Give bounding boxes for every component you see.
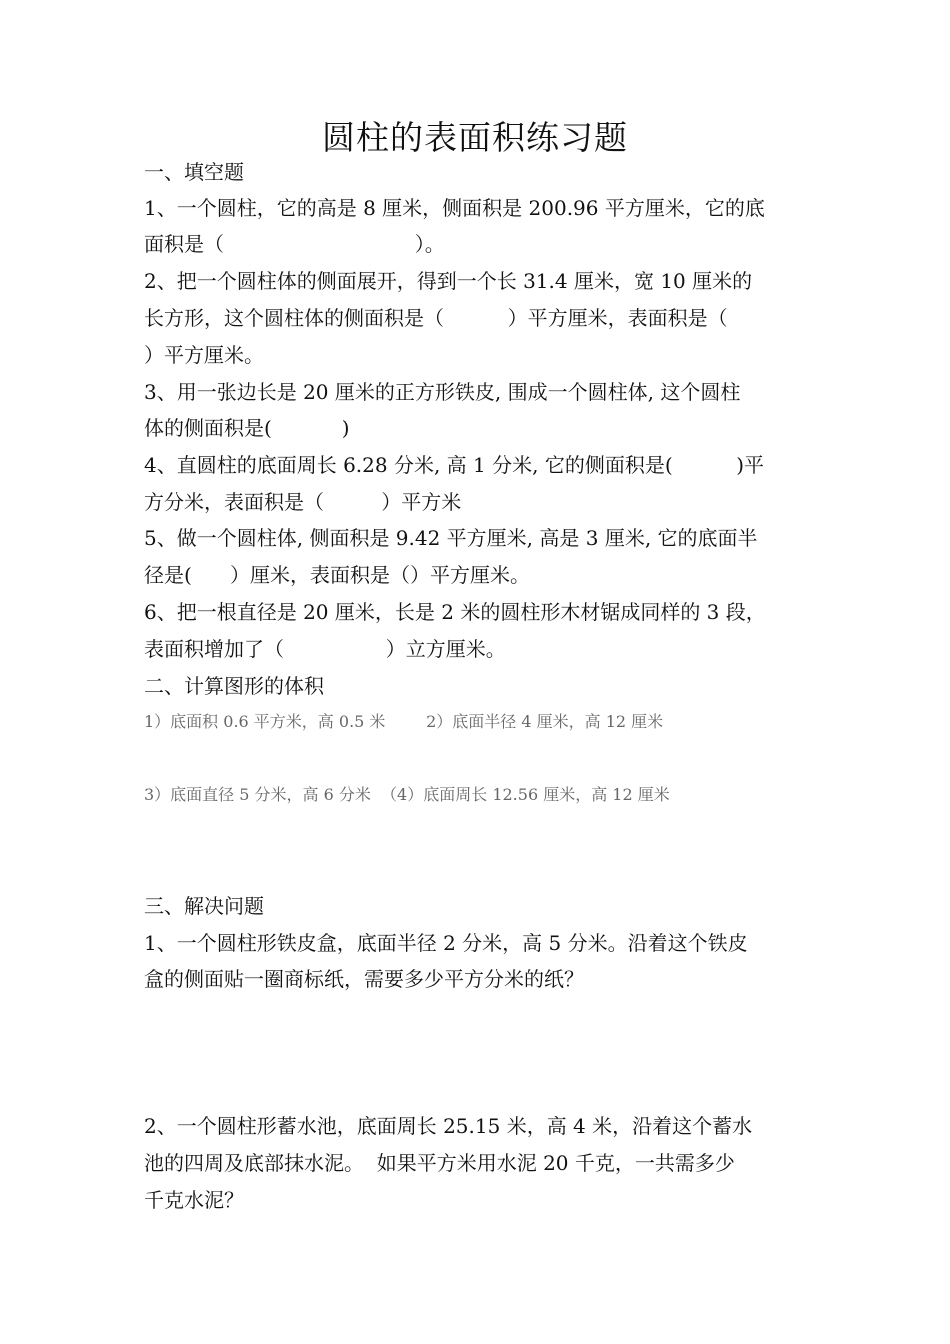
volume-problem-line: 1）底面积 0.6 平方米，高 0.5 米 2）底面半径 4 厘米，高 12 厘米 xyxy=(144,712,664,731)
volume-problem-line: 3）底面直径 5 分米，高 6 分米 （4）底面周长 12.56 厘米，高 12 厘米 xyxy=(144,785,670,804)
question-line: 3、用一张边长是 20 厘米的正方形铁皮, 围成一个圆柱体, 这个圆柱 xyxy=(144,380,741,404)
question-line: 5、做一个圆柱体, 侧面积是 9.42 平方厘米, 高是 3 厘米, 它的底面半 xyxy=(144,526,758,550)
word-problem-line: 千克水泥？ xyxy=(144,1188,244,1212)
page-title: 圆柱的表面积练习题 xyxy=(322,118,628,157)
word-problem-line: 2、一个圆柱形蓄水池，底面周长 25.15 米，高 4 米，沿着这个蓄水 xyxy=(144,1114,753,1138)
question-line: 径是( ）厘米，表面积是（）平方厘米。 xyxy=(144,563,530,587)
question-line: 面积是（ ）。 xyxy=(144,232,445,256)
question-line: 4、直圆柱的底面周长 6.28 分米, 高 1 分米, 它的侧面积是( )平 xyxy=(144,453,765,477)
question-line: 长方形，这个圆柱体的侧面积是（ ）平方厘米，表面积是（ xyxy=(144,306,728,330)
word-problem-line: 池的四周及底部抹水泥。 如果平方米用水泥 20 千克，一共需多少 xyxy=(144,1151,735,1175)
word-problem-line: 1、一个圆柱形铁皮盒，底面半径 2 分米，高 5 分米。沿着这个铁皮 xyxy=(144,931,748,955)
question-line: 1、一个圆柱，它的高是 8 厘米，侧面积是 200.96 平方厘米，它的底 xyxy=(144,196,765,220)
question-line: 6、把一根直径是 20 厘米，长是 2 米的圆柱形木材锯成同样的 3 段， xyxy=(144,600,766,624)
section-heading-word-problems: 三、解决问题 xyxy=(144,894,264,918)
question-line: 方分米，表面积是（ ）平方米 xyxy=(144,490,462,514)
question-line: 2、把一个圆柱体的侧面展开，得到一个长 31.4 厘米，宽 10 厘米的 xyxy=(144,269,753,293)
question-line: ）平方厘米。 xyxy=(144,343,264,367)
question-line: 体的侧面积是( ) xyxy=(144,416,350,440)
question-line: 表面积增加了（ ）立方厘米。 xyxy=(144,637,506,661)
word-problem-line: 盒的侧面贴一圈商标纸，需要多少平方分米的纸？ xyxy=(144,967,584,991)
section-heading-fill-blank: 一、填空题 xyxy=(144,160,244,184)
section-heading-volume: 二、计算图形的体积 xyxy=(144,674,324,698)
